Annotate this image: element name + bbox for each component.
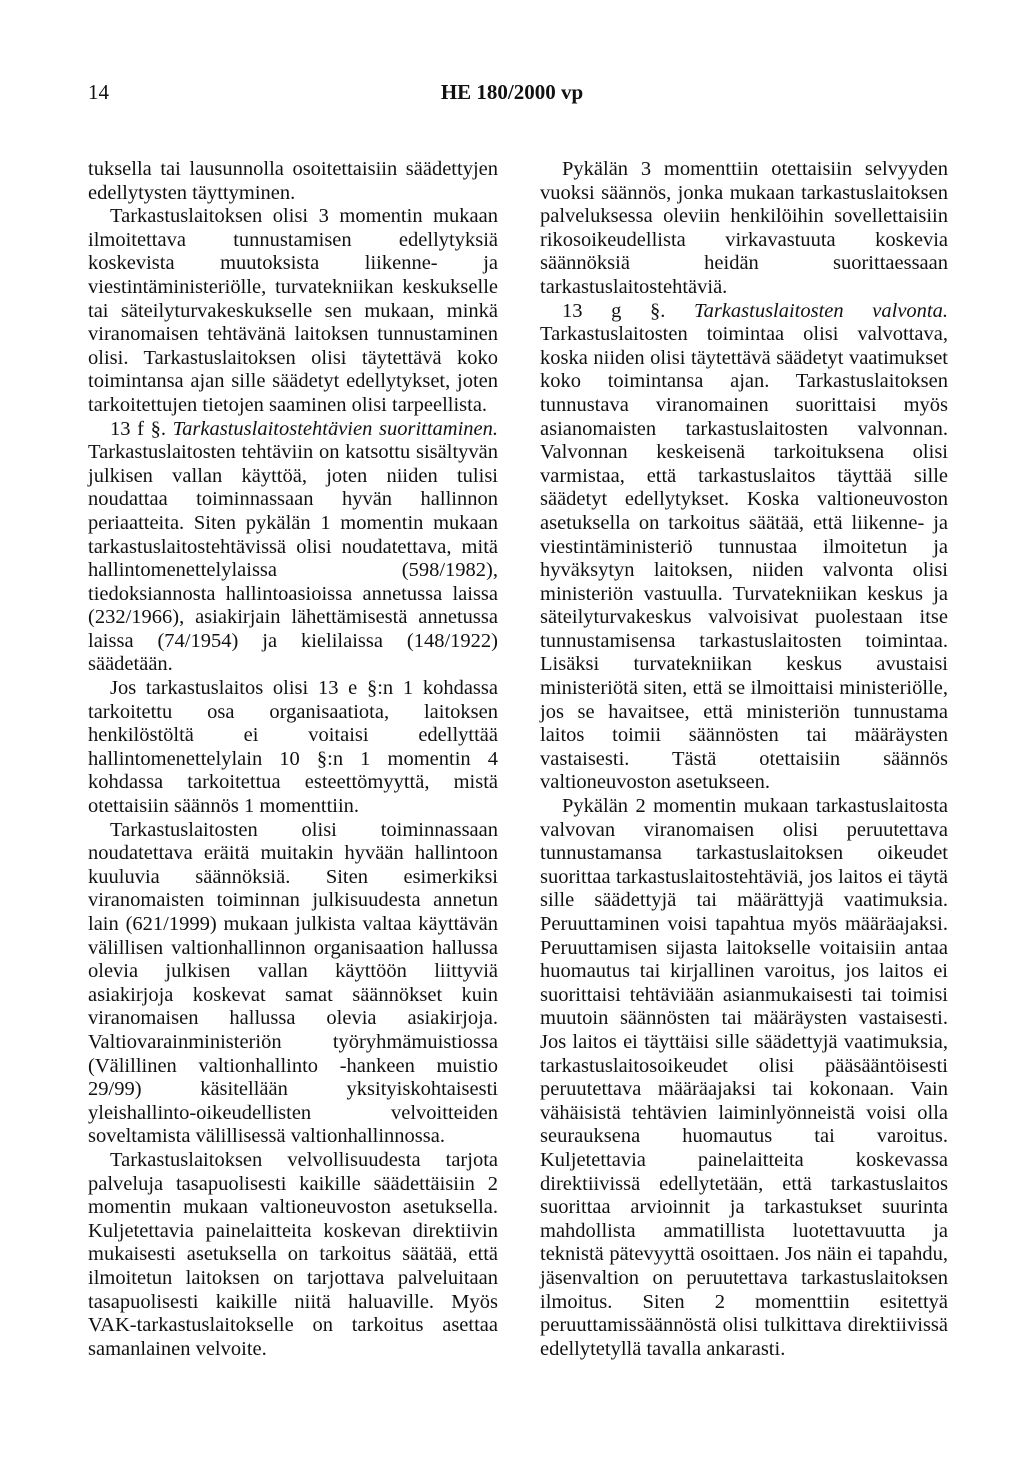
document-id: HE 180/2000 vp (440, 80, 584, 104)
left-column (88, 158, 498, 1361)
section-title: Tarkastuslaitostehtävien suorittaminen. (172, 417, 499, 440)
paragraph: Jos tarkastuslaitos olisi 13 e §:n 1 kohdassa tarkoitettu osa organisaatiota, laitoksen henkilöstöltä ei voitaisi edellyttää hallintomenettelylain 10 §:n 1 momentin 4 kohdassa tarkoitettua esteettömyyttä, mistä otettaisiin säännös 1 momenttiin. (88, 677, 498, 818)
paragraph: Pykälän 3 momenttiin otettaisiin selvyyden vuoksi säännös, jonka mukaan tarkastuslaitoksen palveluksessa oleviin henkilöihin sovellettaisiin rikosoikeudellista virkavastuuta koskevia säännöksiä heidän suorittaessaan tarkastuslaitostehtäviä. (540, 158, 948, 298)
right-column (540, 158, 948, 1361)
section-13f (88, 418, 498, 678)
paragraph: Tarkastuslaitosten olisi toiminnassaan noudatettava eräitä muitakin hyvään hallintoon kuuluvia säännöksiä. Siten esimerkiksi viranomaisten toiminnan julkisuudesta annetun lain (621/1999) mukaan julkista valtaa käyttävän välillisen valtionhallinnon organisaation hallussa olevia julkisen vallan käyttöön liittyviä asiakirjoja koskevat samat säännökset kuin viranomaisen hallussa olevia asiakirjoja. Valtiovarainministeriön työryhmämuistiossa (Välillinen valtionhallinto -hankeen muistio 29/99) käsitellään yksityiskohtaisesti yleishallinto-oikeudellisten velvoitteiden soveltamista välillisessä valtionhallinnossa. (88, 818, 498, 1148)
section-text: Tarkastuslaitosten tehtäviin on katsottu sisältyvän julkisen vallan käyttöä, joten niiden tulisi noudattaa toiminnassaan hyvän hallinnon periaatteita. Siten pykälän 1 momentin mukaan tarkastuslaitostehtävissä olisi noudatettava, mitä hallintomenettelylaissa (598/1982), tiedoksiannosta hallintoasioissa annetussa laissa (232/1966), asiakirjain lähettämisestä annetussa laissa (74/1954) ja kielilaissa (148/1922) säädetään. (88, 441, 498, 676)
paragraph: tuksella tai lausunnolla osoitettaisiin säädettyjen edellytysten täyttyminen. (88, 158, 498, 204)
section-text: Tarkastuslaitosten toimintaa olisi valvottava, koska niiden olisi täytettävä säädetyt vaatimukset koko toimintansa ajan. Tarkastuslaitoksen tunnustava viranomainen suorittaisi myös asianomaisten tarkastuslaitosten valvonnan. Valvonnan keskeisenä tarkoituksena olisi varmistaa, että tarkastuslaitos täyttää sille säädetyt edellytykset. Koska valtioneuvoston asetuksella on tarkoitus säätää, että liikenne- ja viestintäministeriö tunnustaa ilmoitetun ja hyväksytyn laitoksen, niiden valvonta olisi ministeriön vastuulla. Turvatekniikan keskus ja säteilyturvakeskus valvoisivat puolestaan itse tunnustamisensa tarkastuslaitosten toimintaa. Lisäksi turvatekniikan keskus avustaisi ministeriötä siten, että se ilmoittaisi ministeriölle, jos se havaitsee, että ministeriön tunnustama laitos toimii säännösten tai määräysten vastaisesti. Tästä otettaisiin säännös valtioneuvoston asetukseen. (540, 323, 948, 794)
section-number: 13 f §. (110, 417, 166, 440)
paragraph: Tarkastuslaitoksen olisi 3 momentin mukaan ilmoitettava tunnustamisen edellytyksiä koskevista muutoksista liikenne- ja viestintäministeriölle, turvatekniikan keskukselle tai säteilyturvakeskukselle sen mukaan, minkä viranomaisen tehtävänä laitoksen tunnustaminen olisi. Tarkastuslaitoksen olisi täytettävä koko toimintansa ajan sille säädetyt edellytykset, joten tarkoitettujen tietojen saaminen olisi tarpeellista. (88, 205, 498, 416)
page-number: 14 (88, 80, 109, 104)
section-number: 13 g §. (562, 299, 666, 322)
paragraph: Pykälän 2 momentin mukaan tarkastuslaitosta valvovan viranomaisen olisi peruutettava tunnustamansa tarkastuslaitoksen oikeudet suorittaa tarkastuslaitostehtäviä, jos laitos ei täytä sille säädettyjä tai määrättyjä vaatimuksia. Peruuttaminen voisi tapahtua myös määräajaksi. Peruuttamisen sijasta laitokselle voitaisiin antaa huomautus tai kirjallinen varoitus, jos laitos ei suorittaisi tehtäviään asianmukaisesti tai toimisi muutoin säännösten tai määräysten vastaisesti. Jos laitos ei täyttäisi sille säädettyjä vaatimuksia, tarkastuslaitosoikeudet olisi pääsääntöisesti peruutettava määräajaksi tai kokonaan. Vain vähäisistä tehtävien laiminlyönneistä voisi olla seurauksena huomautus tai varoitus. Kuljetettavia painelaitteita koskevassa direktiivissä edellytetään, että tarkastuslaitos suorittaa arvioinnit ja tarkastukset suurinta mahdollista ammatillista luotettavuutta ja teknistä pätevyyttä osoittaen. Jos näin ei tapahdu, jäsenvaltion on peruutettava tarkastuslaitoksen ilmoitus. Siten 2 momenttiin esitettyä peruuttamissäännöstä olisi tulkittava direktiivissä edellytetyllä tavalla ankarasti. (540, 795, 948, 1360)
page-header (88, 80, 936, 110)
section-title: Tarkastuslaitosten valvonta. (694, 299, 949, 322)
section-13g (540, 300, 948, 795)
paragraph: Tarkastuslaitoksen velvollisuudesta tarjota palveluja tasapuolisesti kaikille säädettäisiin 2 momentin mukaan valtioneuvoston asetuksella. Kuljetettavia painelaitteita koskevan direktiivin mukaisesti asetuksella on tarkoitus säätää, että ilmoitetun laitoksen on tarjottava palveluitaan tasapuolisesti kaikille niitä haluaville. Myös VAK-tarkastuslaitokselle on tarkoitus asettaa samanlainen velvoite. (88, 1148, 498, 1360)
